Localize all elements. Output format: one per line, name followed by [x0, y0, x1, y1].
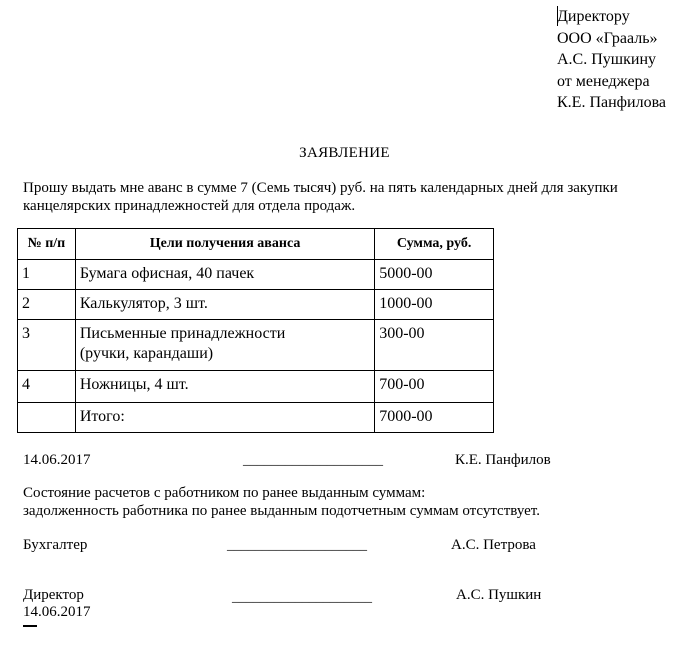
table-row	[18, 260, 494, 290]
director-name: А.С. Пушкин	[456, 587, 542, 603]
document-title: ЗАЯВЛЕНИЕ	[299, 145, 390, 161]
addressee-line: К.Е. Панфилова	[557, 94, 667, 111]
applicant-name: К.Е. Панфилов	[455, 452, 551, 468]
row-purpose: Ножницы, 4 шт.	[75, 371, 374, 403]
addressee-line: А.С. Пушкину	[557, 51, 656, 68]
date-underline-mark	[23, 625, 37, 627]
applicant-signature-line: ____________________	[243, 453, 383, 468]
row-amount: 700-00	[375, 371, 494, 403]
header-num: № п/п	[18, 229, 76, 260]
table-row	[18, 371, 494, 403]
row-purpose-line: Письменные принадлежности	[79, 325, 286, 342]
row-num: 2	[18, 290, 76, 320]
total-label: Итого:	[75, 403, 374, 433]
row-purpose	[75, 320, 374, 371]
row-amount: 300-00	[375, 320, 494, 371]
row-purpose: Бумага офисная, 40 пачек	[75, 260, 374, 290]
table-total-row	[18, 403, 494, 433]
row-num: 1	[18, 260, 76, 290]
addressee-block	[557, 6, 666, 114]
accountant-name: А.С. Петрова	[451, 537, 536, 553]
director-role: Директор	[23, 587, 84, 603]
table-row	[18, 290, 494, 320]
addressee-line: ООО «Грааль»	[557, 29, 658, 47]
row-purpose-line: (ручки, карандаши)	[79, 345, 214, 362]
settlement-line-1: Состояние расчетов с работником по ранее выданным суммам:	[23, 485, 426, 501]
request-text-line-2: канцелярских принадлежностей для отдела продаж.	[23, 198, 356, 214]
header-purpose: Цели получения аванса	[75, 229, 374, 260]
addressee-line: Директору	[557, 8, 630, 25]
row-num: 3	[18, 320, 76, 371]
accountant-signature-line: ____________________	[227, 538, 367, 553]
header-amount: Сумма, руб.	[375, 229, 494, 260]
row-purpose: Калькулятор, 3 шт.	[75, 290, 374, 320]
total-num	[18, 403, 76, 433]
director-date: 14.06.2017	[23, 604, 91, 620]
row-amount: 5000-00	[375, 260, 494, 290]
row-amount: 1000-00	[375, 290, 494, 320]
addressee-line: от менеджера	[557, 72, 650, 90]
settlement-line-2: задолженность работника по ранее выданным подотчетным суммам отсутствует.	[23, 503, 540, 519]
applicant-date: 14.06.2017	[23, 452, 91, 468]
row-num: 4	[18, 371, 76, 403]
accountant-role: Бухгалтер	[23, 537, 88, 553]
table-row	[18, 320, 494, 371]
table-header-row	[18, 229, 494, 260]
total-amount: 7000-00	[375, 403, 494, 433]
request-text-line-1: Прошу выдать мне аванс в сумме 7 (Семь тысяч) руб. на пять календарных дней для закупки	[23, 180, 618, 196]
director-signature-line: ____________________	[232, 590, 372, 605]
advance-items-table	[17, 228, 494, 433]
